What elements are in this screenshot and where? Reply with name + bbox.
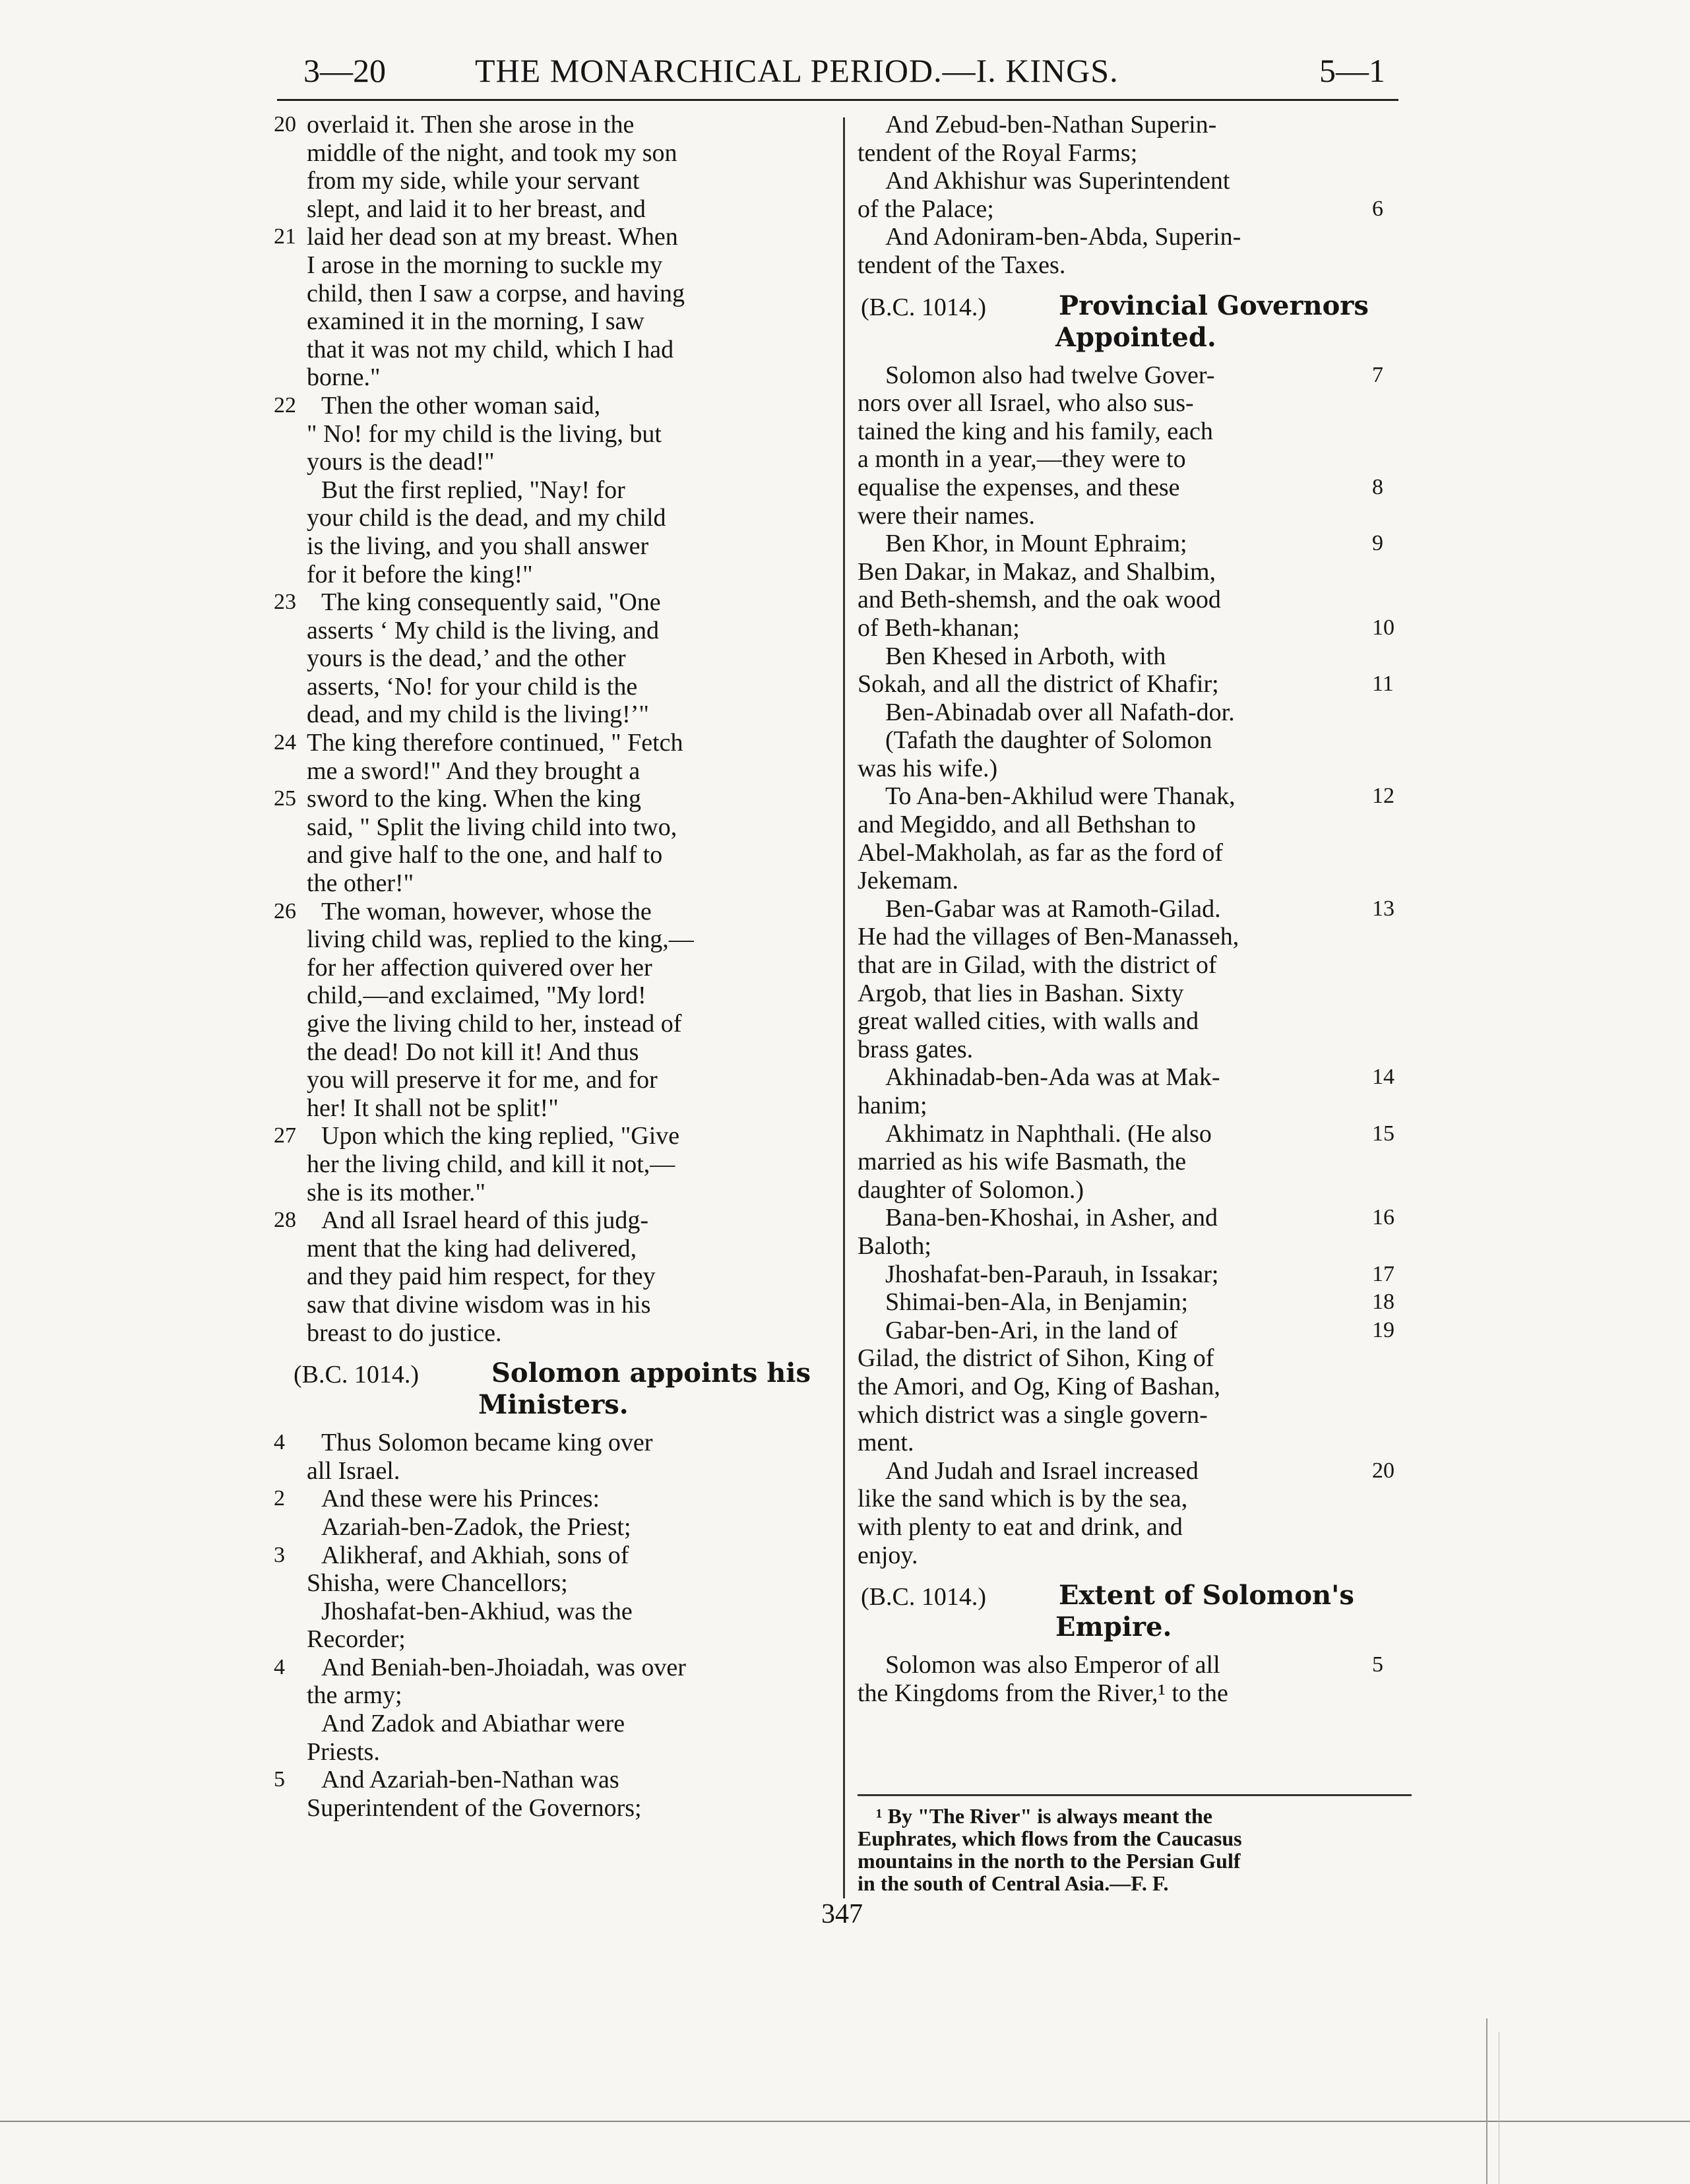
verse-number: 23	[274, 590, 296, 615]
line-text: breast to do justice.	[307, 1319, 502, 1347]
line-text: And these were his Princes:	[321, 1485, 600, 1513]
text-line	[274, 617, 831, 645]
line-text: you will preserve it for me, and for	[307, 1066, 658, 1094]
text-line	[274, 223, 831, 251]
line-text: And Zadok and Abiathar were	[321, 1710, 625, 1738]
line-text: living child was, replied to the king,—	[307, 925, 694, 954]
text-line	[858, 1485, 1412, 1513]
text-line	[858, 614, 1412, 642]
verse-number: 10	[1372, 615, 1394, 640]
line-text: asserts ‘ My child is the living, and	[307, 616, 660, 644]
verse-number: 24	[274, 730, 296, 755]
text-line	[274, 1010, 831, 1038]
line-text: said, " Split the living child into two,	[307, 813, 677, 841]
line-text: the dead! Do not kill it! And thus	[307, 1038, 639, 1066]
line-text: examined it in the morning, I saw	[307, 307, 644, 336]
text-line	[274, 1122, 831, 1150]
text-line	[274, 1681, 831, 1710]
line-text: I arose in the morning to suckle my	[307, 251, 663, 279]
text-line	[858, 1373, 1412, 1401]
text-line	[858, 1204, 1412, 1232]
text-line	[858, 502, 1412, 530]
text-line	[274, 898, 831, 926]
text-line	[858, 1457, 1412, 1485]
page-number: 347	[821, 1899, 863, 1929]
text-line	[858, 980, 1412, 1008]
line-text: daughter of Solomon.)	[858, 1175, 1084, 1204]
text-line	[274, 1235, 831, 1263]
text-line	[274, 1094, 831, 1123]
text-line	[858, 389, 1412, 418]
text-line	[858, 1401, 1412, 1429]
footnote-line: mountains in the north to the Persian Gulf	[858, 1849, 1241, 1873]
line-text: the army;	[307, 1681, 402, 1710]
line-text: tained the king and his family, each	[858, 417, 1213, 445]
line-text: of the Palace;	[858, 195, 994, 223]
heading-date: (B.C. 1014.)	[861, 1583, 986, 1611]
verse-number: 5	[1372, 1652, 1383, 1677]
text-line	[274, 1179, 831, 1207]
text-line	[858, 642, 1412, 671]
text-line	[858, 167, 1412, 195]
text-line	[274, 869, 831, 898]
right-column	[858, 111, 1412, 1707]
header-chapter-range-left: 3—20	[303, 52, 386, 89]
text-line	[858, 1232, 1412, 1261]
text-line	[274, 392, 831, 420]
text-line	[858, 445, 1412, 474]
text-line	[274, 139, 831, 168]
line-text: of Beth-khanan;	[858, 613, 1020, 642]
line-text: is the living, and you shall answer	[307, 532, 649, 560]
verse-number: 4	[274, 1430, 285, 1455]
text-line	[858, 1036, 1412, 1064]
verse-number: 8	[1372, 474, 1383, 499]
text-line	[274, 729, 831, 757]
verse-number: 2	[274, 1486, 285, 1511]
footnote-line: in the south of Central Asia.—F. F.	[858, 1871, 1169, 1895]
line-text: married as his wife Basmath, the	[858, 1148, 1187, 1176]
left-text-block-2	[274, 1429, 831, 1822]
verse-number: 19	[1372, 1317, 1394, 1342]
line-text: which district was a single govern-	[858, 1400, 1208, 1429]
text-line	[858, 726, 1412, 755]
heading-title-line-2: Empire.	[1055, 1611, 1172, 1643]
text-line	[274, 1598, 831, 1626]
line-text: Jekemam.	[858, 867, 959, 895]
line-text: were their names.	[858, 501, 1036, 530]
line-text: ment that the king had delivered,	[307, 1234, 637, 1263]
text-line	[858, 1317, 1412, 1345]
text-line	[274, 1625, 831, 1654]
verse-number: 17	[1372, 1261, 1394, 1286]
section-heading-ministers	[274, 1355, 831, 1421]
text-line	[274, 1766, 831, 1794]
text-line	[274, 757, 831, 786]
line-text: Baloth;	[858, 1232, 931, 1260]
section-heading-empire	[858, 1577, 1412, 1643]
text-line	[858, 1679, 1412, 1708]
line-text: He had the villages of Ben-Manasseh,	[858, 923, 1239, 951]
line-text: Argob, that lies in Bashan. Sixty	[858, 979, 1184, 1007]
line-text: Gilad, the district of Sihon, King of	[858, 1344, 1214, 1373]
text-line	[858, 195, 1412, 224]
line-text: enjoy.	[858, 1541, 918, 1569]
text-line	[858, 867, 1412, 895]
verse-number: 12	[1372, 784, 1394, 809]
heading-title-line-2: Ministers.	[478, 1389, 629, 1421]
text-line	[274, 448, 831, 476]
line-text: But the first replied, "Nay! for	[321, 476, 625, 504]
verse-number: 25	[274, 786, 296, 811]
heading-title-line-1: Extent of Solomon's	[1059, 1580, 1354, 1611]
verse-number: 14	[1372, 1065, 1394, 1090]
heading-date: (B.C. 1014.)	[294, 1361, 419, 1389]
text-line	[274, 701, 831, 729]
text-line	[274, 1794, 831, 1823]
text-line	[858, 923, 1412, 951]
text-line	[858, 361, 1412, 390]
line-text: Jhoshafat-ben-Parauh, in Issakar;	[885, 1260, 1219, 1288]
text-line	[274, 1710, 831, 1738]
text-line	[858, 1288, 1412, 1317]
text-line	[274, 1429, 831, 1457]
line-text: Solomon was also Emperor of all	[885, 1651, 1220, 1679]
verse-number: 13	[1372, 896, 1394, 921]
line-text: brass gates.	[858, 1035, 974, 1063]
text-line	[274, 1654, 831, 1682]
text-line	[858, 1513, 1412, 1542]
line-text: yours is the dead!"	[307, 448, 495, 476]
line-text: (Tafath the daughter of Solomon	[885, 726, 1212, 755]
text-line	[274, 1457, 831, 1485]
line-text: she is its mother."	[307, 1178, 485, 1206]
line-text: her the living child, and kill it not,—	[307, 1150, 675, 1178]
line-text: ment.	[858, 1429, 914, 1457]
line-text: for it before the king!"	[307, 560, 533, 588]
line-text: And all Israel heard of this judg-	[321, 1206, 648, 1235]
footnote	[858, 1805, 1412, 1894]
text-line	[274, 504, 831, 532]
text-line	[274, 1206, 831, 1235]
line-text: Gabar-ben-Ari, in the land of	[885, 1316, 1178, 1344]
line-text: nors over all Israel, who also sus-	[858, 389, 1194, 418]
text-line	[858, 558, 1412, 586]
verse-number: 7	[1372, 362, 1383, 387]
line-text: Shisha, were Chancellors;	[307, 1569, 568, 1598]
line-text: and Beth-shemsh, and the oak wood	[858, 586, 1221, 614]
header-chapter-range-right: 5—1	[1319, 52, 1385, 89]
text-line	[274, 1513, 831, 1542]
text-line	[274, 673, 831, 701]
text-line	[274, 1485, 831, 1513]
text-line	[858, 951, 1412, 980]
heading-title-line-1: Solomon appoints his	[491, 1357, 811, 1389]
line-text: Then the other woman said,	[321, 391, 601, 420]
line-text: dead, and my child is the living!’"	[307, 701, 649, 729]
line-text: like the sand which is by the sea,	[858, 1485, 1188, 1513]
line-text: and give half to the one, and half to	[307, 841, 663, 869]
line-text: great walled cities, with walls and	[858, 1007, 1199, 1036]
line-text: " No! for my child is the living, but	[307, 420, 662, 448]
verse-number: 3	[274, 1542, 285, 1567]
verse-number: 15	[1372, 1121, 1394, 1146]
heading-title-line-1: Provincial Governors	[1059, 290, 1369, 321]
text-line	[274, 336, 831, 364]
text-line	[858, 1063, 1412, 1092]
scan-frame-line	[1486, 2018, 1487, 2184]
verse-number: 21	[274, 224, 296, 249]
line-text: Ben-Abinadab over all Nafath-dor.	[885, 698, 1235, 726]
text-line	[274, 476, 831, 505]
line-text: me a sword!" And they brought a	[307, 757, 641, 785]
left-column	[274, 111, 831, 1822]
line-text: And Zebud-ben-Nathan Superin-	[885, 111, 1217, 139]
line-text: tendent of the Taxes.	[858, 251, 1066, 279]
line-text: that it was not my child, which I had	[307, 335, 674, 363]
line-text: a month in a year,—they were to	[858, 445, 1186, 474]
text-line	[274, 1738, 831, 1766]
text-line	[274, 1066, 831, 1094]
verse-number: 16	[1372, 1205, 1394, 1230]
line-text: Akhimatz in Naphthali. (He also	[885, 1119, 1212, 1148]
line-text: child, then I saw a corpse, and having	[307, 279, 685, 307]
text-line	[274, 1542, 831, 1570]
text-line	[274, 982, 831, 1010]
line-text: child,—and exclaimed, "My lord!	[307, 982, 646, 1010]
verse-number: 5	[274, 1767, 285, 1792]
text-line	[858, 1120, 1412, 1148]
verse-number: 20	[1372, 1458, 1394, 1483]
text-line	[858, 895, 1412, 923]
line-text: Priests.	[307, 1737, 380, 1766]
line-text: The woman, however, whose the	[321, 897, 652, 925]
line-text: And Judah and Israel increased	[885, 1456, 1199, 1485]
text-line	[858, 139, 1412, 168]
verse-number: 27	[274, 1123, 296, 1148]
line-text: was his wife.)	[858, 754, 998, 782]
line-text: Ben Dakar, in Makaz, and Shalbim,	[858, 557, 1216, 586]
section-heading-governors	[858, 288, 1412, 354]
text-line	[858, 1651, 1412, 1679]
line-text: slept, and laid it to her breast, and	[307, 195, 646, 223]
line-text: yours is the dead,’ and the other	[307, 644, 626, 673]
line-text: the other!"	[307, 869, 414, 898]
text-line	[274, 280, 831, 308]
line-text: laid her dead son at my breast. When	[307, 223, 678, 251]
text-line	[274, 532, 831, 561]
line-text: tendent of the Royal Farms;	[858, 139, 1138, 167]
text-line	[274, 1291, 831, 1319]
text-line	[858, 782, 1412, 811]
text-line	[274, 111, 831, 139]
line-text: Azariah-ben-Zadok, the Priest;	[321, 1513, 631, 1541]
line-text: Alikheraf, and Akhiah, sons of	[321, 1541, 629, 1569]
right-text-block-2	[858, 361, 1412, 1570]
text-line	[274, 307, 831, 336]
text-line	[274, 644, 831, 673]
line-text: Jhoshafat-ben-Akhiud, was the	[321, 1597, 633, 1625]
text-line	[858, 1176, 1412, 1204]
text-line	[858, 1344, 1412, 1373]
text-line	[274, 785, 831, 813]
line-text: Recorder;	[307, 1625, 406, 1654]
column-divider	[843, 117, 845, 1898]
footnote-line: Euphrates, which flows from the Caucasus	[858, 1826, 1242, 1850]
text-line	[274, 841, 831, 869]
line-text: her! It shall not be split!"	[307, 1094, 559, 1122]
line-text: And Beniah-ben-Jhoiadah, was over	[321, 1653, 686, 1681]
text-line	[274, 925, 831, 954]
line-text: Shimai-ben-Ala, in Benjamin;	[885, 1288, 1189, 1317]
line-text: And Adoniram-ben-Abda, Superin-	[885, 223, 1241, 251]
text-line	[274, 251, 831, 280]
line-text: overlaid it. Then she arose in the	[307, 111, 635, 139]
text-line	[858, 699, 1412, 727]
running-header	[277, 47, 1398, 94]
verse-number: 20	[274, 112, 296, 137]
line-text: Abel-Makholah, as far as the ford of	[858, 838, 1223, 867]
text-line	[274, 588, 831, 617]
line-text: hanim;	[858, 1092, 927, 1119]
line-text: your child is the dead, and my child	[307, 504, 666, 532]
line-text: Solomon also had twelve Gover-	[885, 361, 1215, 389]
verse-number: 4	[274, 1654, 285, 1679]
line-text: that are in Gilad, with the district of	[858, 951, 1217, 980]
line-text: Ben Khor, in Mount Ephraim;	[885, 530, 1187, 558]
text-line	[858, 755, 1412, 783]
heading-date: (B.C. 1014.)	[861, 293, 986, 321]
text-line	[858, 1261, 1412, 1289]
text-line	[858, 223, 1412, 251]
text-line	[274, 363, 831, 392]
line-text: Superintendent of the Governors;	[307, 1794, 642, 1822]
line-text: and Megiddo, and all Bethshan to	[858, 811, 1196, 839]
verse-number: 22	[274, 392, 296, 418]
header-title: THE MONARCHICAL PERIOD.—I. KINGS.	[475, 52, 1119, 89]
text-line	[858, 111, 1412, 139]
right-text-block-3	[858, 1651, 1412, 1707]
line-text: The king therefore continued, " Fetch	[307, 729, 683, 757]
verse-number: 28	[274, 1208, 296, 1233]
footnote-line: ¹ By "The River" is always meant the	[876, 1804, 1212, 1828]
text-line	[858, 1429, 1412, 1457]
text-line	[858, 1148, 1412, 1176]
line-text: The king consequently said, "One	[321, 588, 661, 617]
right-text-block-1	[858, 111, 1412, 280]
scan-frame-line	[0, 2121, 1690, 2122]
footnote-rule	[858, 1794, 1412, 1796]
line-text: and they paid him respect, for they	[307, 1263, 656, 1291]
text-line	[274, 420, 831, 449]
text-line	[858, 474, 1412, 502]
line-text: saw that divine wisdom was in his	[307, 1290, 651, 1319]
line-text: To Ana-ben-Akhilud were Thanak,	[885, 782, 1236, 811]
heading-title-line-2: Appointed.	[1055, 321, 1216, 353]
text-line	[858, 586, 1412, 614]
line-text: borne."	[307, 363, 381, 392]
line-text: all Israel.	[307, 1456, 400, 1485]
text-line	[858, 1092, 1412, 1120]
text-line	[274, 1038, 831, 1067]
line-text: Thus Solomon became king over	[321, 1429, 653, 1457]
text-line	[858, 251, 1412, 280]
verse-number: 11	[1372, 671, 1394, 697]
line-text: sword to the king. When the king	[307, 785, 641, 813]
text-line	[274, 954, 831, 982]
verse-number: 26	[274, 898, 296, 923]
line-text: for her affection quivered over her	[307, 953, 652, 982]
text-line	[274, 1319, 831, 1348]
text-line	[274, 813, 831, 842]
line-text: And Akhishur was Superintendent	[885, 167, 1230, 195]
text-line	[274, 195, 831, 224]
text-line	[858, 811, 1412, 839]
line-text: equalise the expenses, and these	[858, 473, 1180, 501]
text-line	[858, 839, 1412, 867]
text-line	[858, 530, 1412, 558]
text-line	[274, 1150, 831, 1179]
verse-number: 6	[1372, 196, 1383, 221]
verse-number: 9	[1372, 531, 1383, 556]
line-text: middle of the night, and took my son	[307, 139, 677, 167]
text-line	[858, 670, 1412, 699]
header-rule	[277, 99, 1398, 101]
line-text: And Azariah-ben-Nathan was	[321, 1766, 619, 1794]
line-text: Akhinadab-ben-Ada was at Mak-	[885, 1063, 1220, 1092]
text-line	[274, 1263, 831, 1291]
line-text: Ben-Gabar was at Ramoth-Gilad.	[885, 894, 1221, 923]
line-text: the Kingdoms from the River,¹ to the	[858, 1679, 1228, 1707]
line-text: Ben Khesed in Arboth, with	[885, 642, 1166, 670]
line-text: give the living child to her, instead of	[307, 1010, 682, 1038]
text-line	[858, 1007, 1412, 1036]
line-text: Upon which the king replied, "Give	[321, 1122, 680, 1150]
text-line	[858, 418, 1412, 446]
line-text: the Amori, and Og, King of Bashan,	[858, 1372, 1220, 1400]
line-text: Sokah, and all the district of Khafir;	[858, 670, 1219, 699]
line-text: from my side, while your servant	[307, 167, 640, 195]
text-line	[858, 1542, 1412, 1570]
text-line	[274, 167, 831, 195]
text-line	[274, 561, 831, 589]
text-line	[274, 1569, 831, 1598]
line-text: Bana-ben-Khoshai, in Asher, and	[885, 1204, 1218, 1232]
verse-number: 18	[1372, 1290, 1394, 1315]
line-text: with plenty to eat and drink, and	[858, 1513, 1183, 1541]
left-text-block-1	[274, 111, 831, 1347]
line-text: asserts, ‘No! for your child is the	[307, 672, 638, 701]
